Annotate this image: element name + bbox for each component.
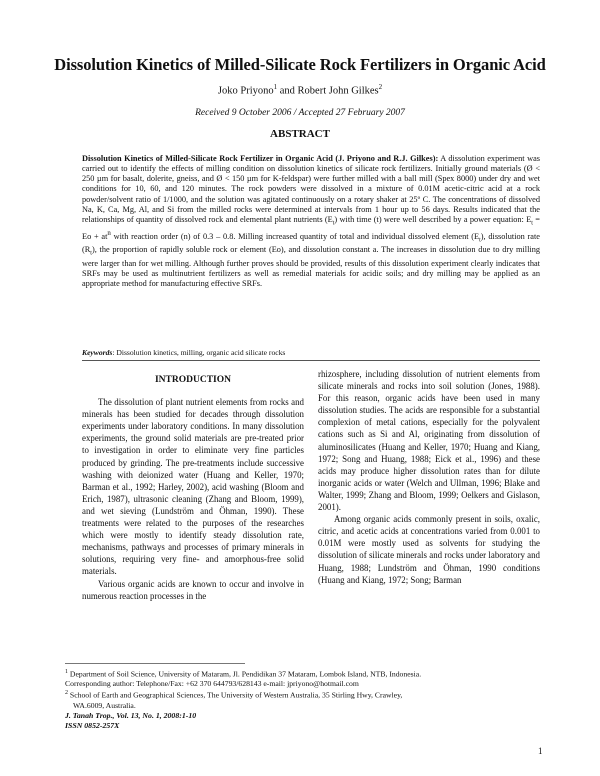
- author-line: [40, 83, 560, 97]
- page-number: 1: [538, 746, 543, 756]
- left-column: [82, 370, 304, 602]
- subscript: t: [332, 220, 335, 227]
- abstract-heading: ABSTRACT: [270, 128, 330, 140]
- author-connector: and: [277, 85, 298, 97]
- abstract-text-4: with reaction order (n) of 0.3 – 0.8. Milling increased quantity of total and individual dissolved element (E: [110, 231, 480, 241]
- author-1-affiliation-mark: 1: [273, 83, 278, 91]
- footnote-2-continued: WA.6009, Australia.: [73, 700, 136, 710]
- subscript: t: [531, 220, 533, 227]
- footnotes: [65, 668, 545, 731]
- author-1: Joko Priyono: [217, 85, 274, 97]
- paper-title: Dissolution Kinetics of Milled-Silicate Rock Fertilizers in Organic Acid: [54, 55, 546, 74]
- abstract-text-1: A dissolution experiment was carried out to identify the effects of milling condition on dissolution kinetics of silicate rock fertilizers. Initially ground materials (Ø < 250 µm for basalt, dolerite, gneiss, and Ø < 150 µm for K-feldspar) were further milled with a ball mill (Spex 8000) under dry and wet conditions for 10, 60, and 120 minutes. The rock powders were dissolved in a mixture of 0.01M acetic-citric acid at a rock powder/solvent ratio of 1/1000, and the solution was agitated continuously on a rotary shaker at 25º C. The concentrations of dissolved Na, K, Ca, Mg, Al, and Si from the milled rocks were determined at intervals from 1 hour up to 56 days. Results indicated that the relationships of quantity of dissolved rock and elemental plant nutrients (E: [82, 154, 540, 224]
- footnote-divider: [65, 663, 245, 664]
- keywords-text: : Dissolution kinetics, milling, organic acid silicate rocks: [112, 348, 286, 357]
- subscript: t: [90, 250, 92, 257]
- abstract-body: [82, 154, 540, 290]
- introduction-paragraph-1: The dissolution of plant nutrient elements from rocks and minerals has been studied for decades through dissolution experiments under laboratory conditions. In many dissolution experiments, the ground solid materials are pre-treated prior to investigation in order to eliminate very fine particles produced by grinding. The pre-treatments include successive washing with deionized water (Huang and Keller, 1970; Barman et al., 1992; Harley, 2002), acid washing (Bloom and Erich, 1987), ultrasonic cleaning (Zhang and Bloom, 1999), and wet sieving (Lundström and Öhman, 1990). These treatments were related to the purposes of the researches which were mostly to identify steady dissolution rate, mechanisms, pathways and processes of primary minerals in solutions, requiring very fine- and amorphous-free solid materials.: [82, 397, 304, 577]
- footnote-2: [65, 689, 545, 700]
- received-accepted-dates: Received 9 October 2006 / Accepted 27 February 2007: [195, 108, 405, 118]
- subscript: t: [479, 237, 481, 244]
- keywords-label: Keywords: [82, 348, 113, 357]
- author-2-affiliation-mark: 2: [378, 83, 383, 91]
- footnote-2-mark: 2: [65, 690, 68, 697]
- footnote-1-contact: Corresponding author: Telephone/Fax: +62 370 644793/628143 e-mail: jpriyono@hotmail.com: [65, 679, 359, 689]
- author-2: Robert John Gilkes: [297, 85, 379, 97]
- abstract-text-6: ), the proportion of rapidly soluble rock or element (Eo), and dissolution constant a. The increases in dissolution due to dry milling were larger than for wet milling. Although further proves should be provided, results of this dissolution experiment clearly indicates that SRFs may be used as multinutrient fertilizers as well as remedial materials for acidic soils; and dry milling may be applied as an appropriate method for manufacturing effective SRFs.: [82, 245, 540, 289]
- issn: ISSN 0852-257X: [65, 720, 120, 730]
- keywords-divider: [82, 360, 540, 361]
- superscript: n: [107, 229, 111, 237]
- abstract-text-5: ), dissolution rate (R: [82, 231, 540, 255]
- introduction-heading: INTRODUCTION: [154, 375, 231, 385]
- footnote-1-mark: 1: [65, 669, 68, 675]
- abstract-text-3: = Eo + at: [82, 214, 540, 241]
- introduction-paragraph-3: rhizosphere, including dissolution of nutrient elements from silicate minerals and rocks into soil solution (Jones, 1988). For this reason, organic acids have been used in many dissolution studies. The acids are responsible for a substantial complexion of metal cations, especially for the polyvalent cations such as Si and Al, originating from dissolution of aluminosilicates (Huang and Keller, 1970; Huang and Kiang, 1972; Song and Huang, 1988; Eick et al., 1996) and these acids may produce higher dissolution rates than for dilute inorganic acids or water (Welch and Ullman, 1996; Blake and Walter, 1999; Zhang and Bloom, 1999; Oelkers and Gislason, 2001).: [318, 369, 540, 513]
- footnote-1: [65, 668, 545, 679]
- introduction-paragraph-2: Various organic acids are known to occur and involve in numerous reaction processes in the: [82, 578, 304, 601]
- keywords-line: [82, 348, 540, 357]
- footnote-1-text: Department of Soil Science, University of Mataram, Jl. Pendidikan 37 Mataram, Lombok Island, NTB, Indonesia.: [69, 669, 422, 679]
- footnote-2-text: School of Earth and Geographical Sciences, The University of Western Australia, 35 Stirling Hwy, Crawley,: [69, 690, 403, 700]
- abstract-lead: Dissolution Kinetics of Milled-Silicate Rock Fertilizer in Organic Acid (J. Priyono and R.J. Gilkes):: [82, 154, 439, 163]
- abstract-text-2: ) with time (t) were well described by a power equation: E: [334, 214, 532, 224]
- introduction-paragraph-4: Among organic acids commonly present in soils, oxalic, citric, and acetic acids at concentrations varied from 0.001 to 0.01M were mostly used as solvents for studying the dissolution of silicate minerals and rocks under laboratory and Huang, 1988; Lundström and Öhman, 1990 conditions (Huang and Kiang, 1972; Song; Barman: [318, 514, 540, 585]
- journal-citation: J. Tanah Trop., Vol. 13, No. 1, 2008:1-10: [65, 710, 197, 720]
- right-column: [318, 368, 540, 586]
